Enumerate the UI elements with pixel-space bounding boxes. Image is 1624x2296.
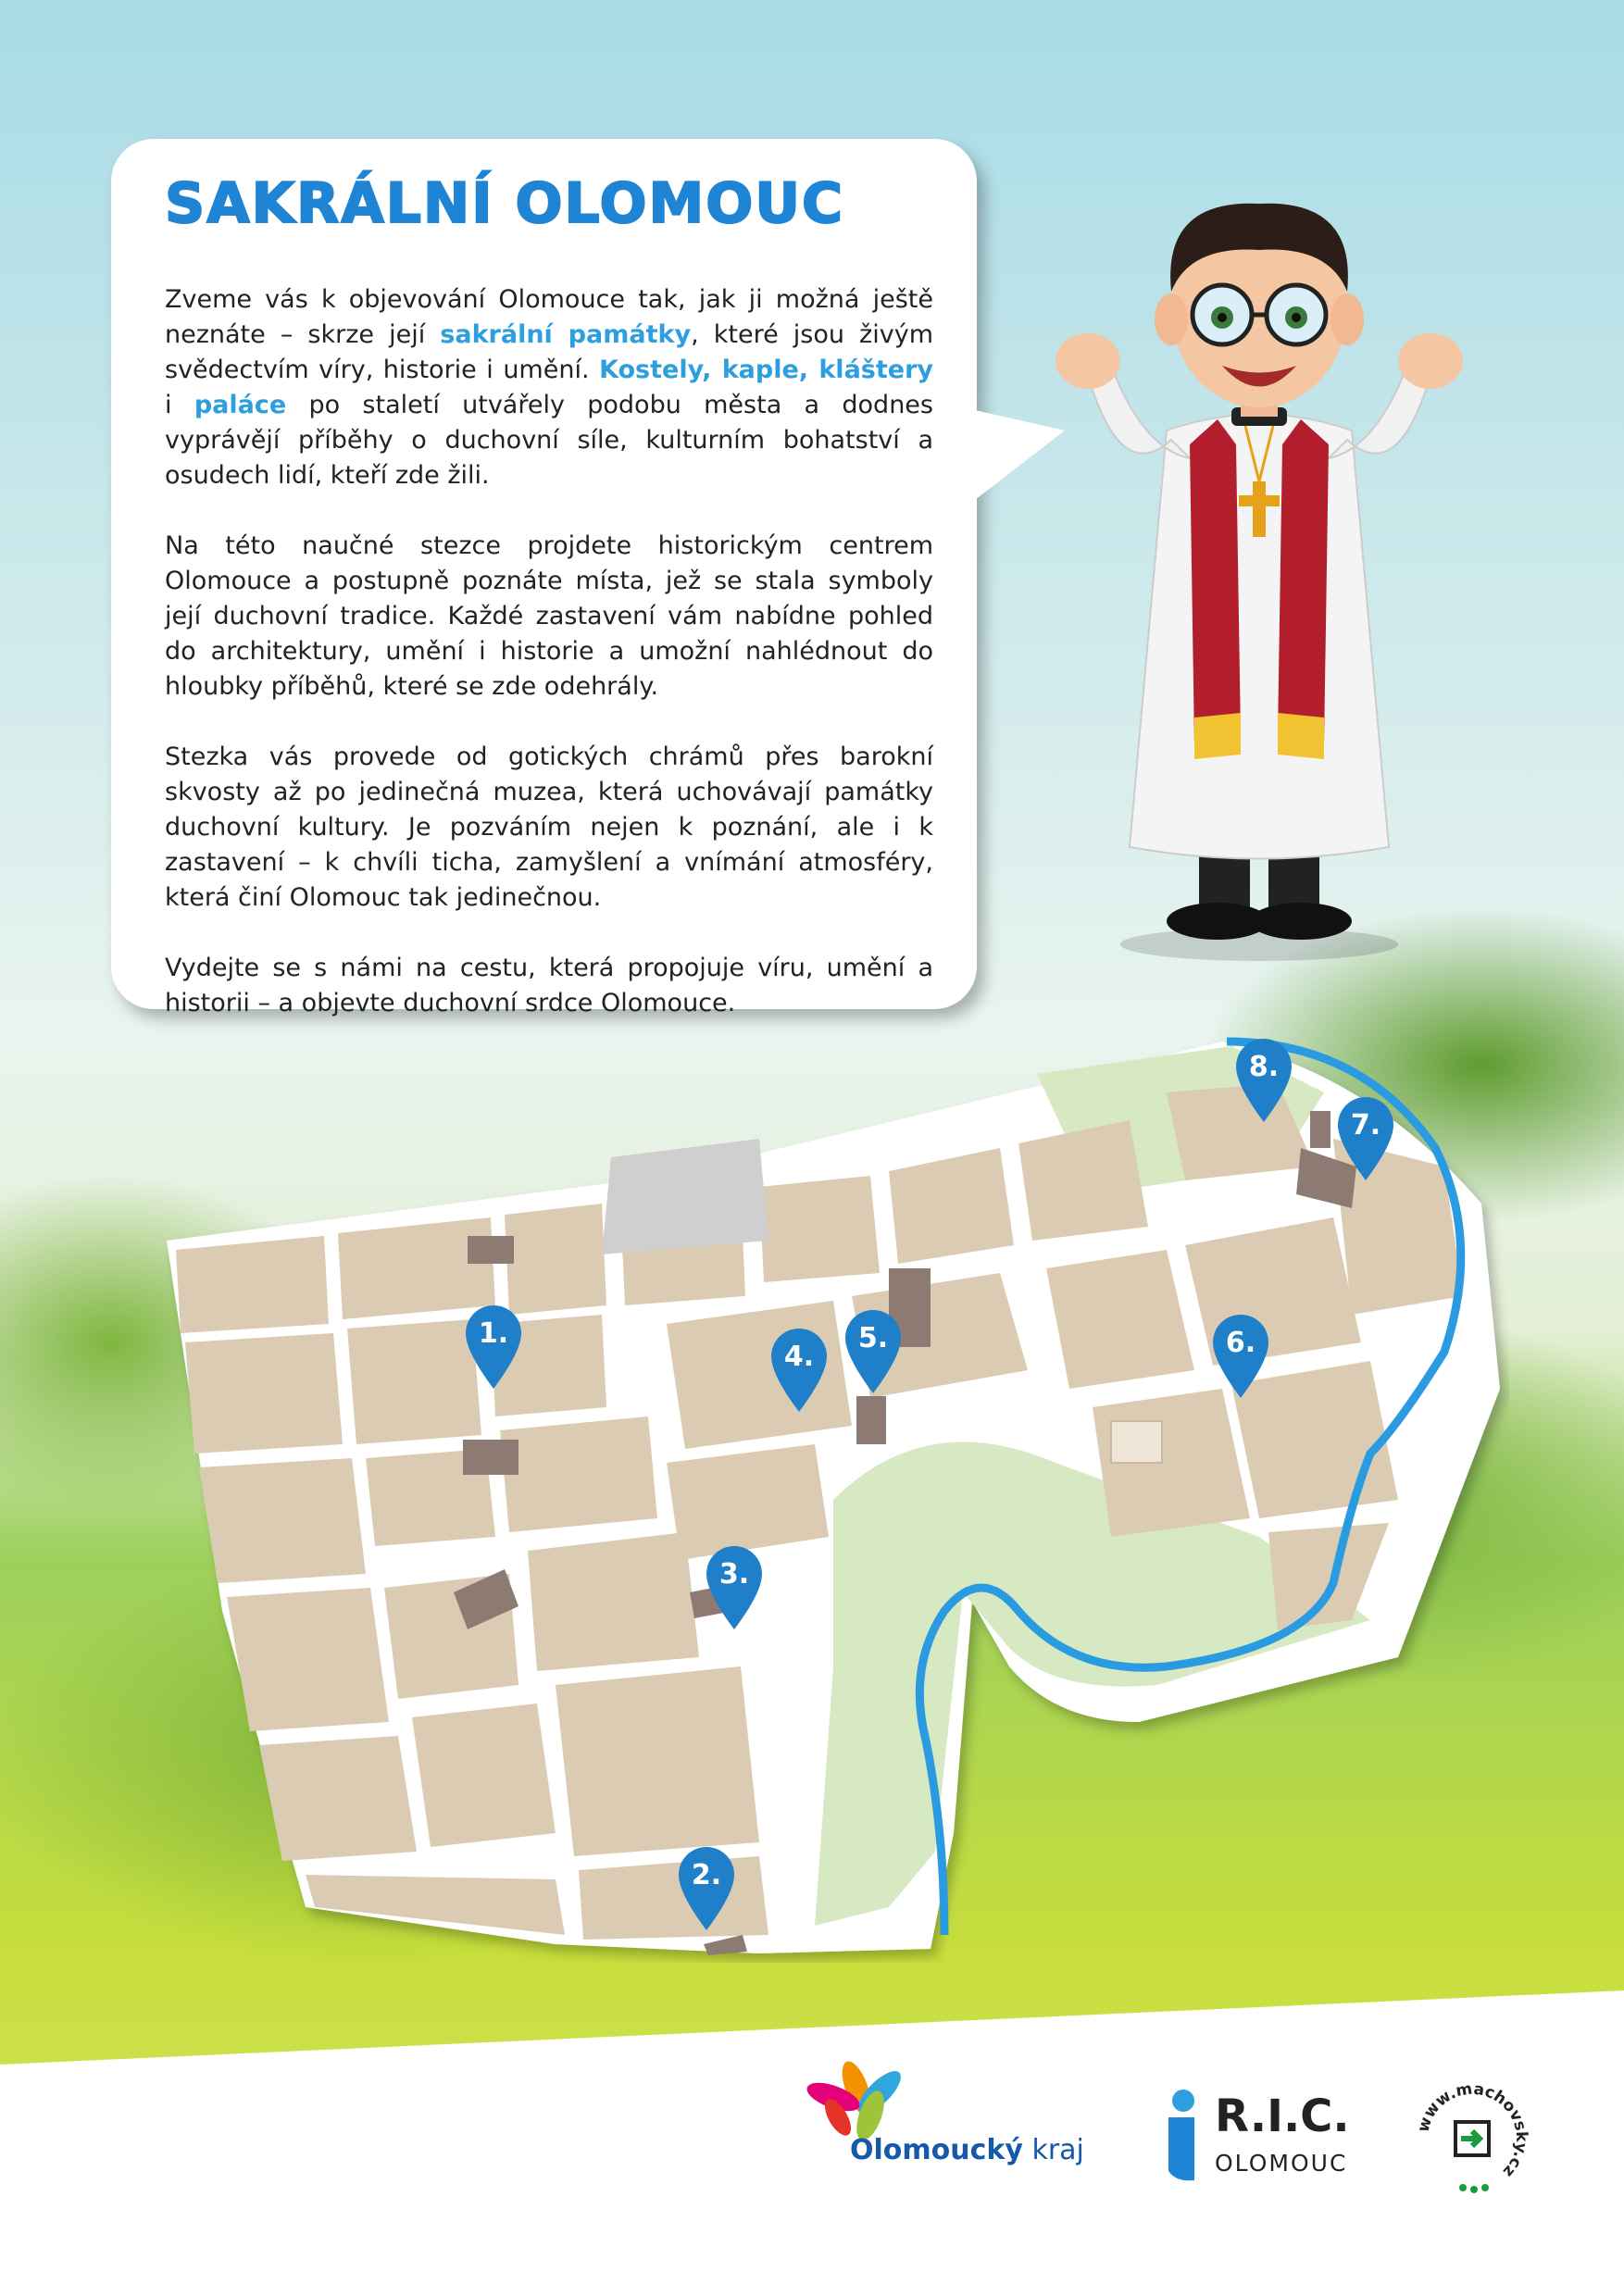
svg-text:6.: 6.	[1225, 1327, 1256, 1359]
intro-text	[165, 282, 933, 1056]
olomoucky-kraj-logo	[782, 2051, 931, 2139]
svg-text:4.: 4.	[783, 1341, 815, 1373]
ric-logo-title: R.I.C.	[1215, 2090, 1350, 2142]
olomoucky-kraj-wordmark: Olomoucký kraj	[850, 2134, 1084, 2166]
svg-text:7.: 7.	[1350, 1109, 1381, 1142]
paragraph-3: Stezka vás provede od gotických chrámů přes barokní skvosty až po jedinečná muzea, která uchovávají památky duchovní kultury. Je pozváním nejen k poznání, ale i k zastavení – k chvíli ticha, zamyšlení a vnímání atmosféry, která činí Olomouc tak jedinečnou.	[165, 742, 933, 912]
svg-text:2.: 2.	[691, 1859, 722, 1891]
paragraph-2: Na této naučné stezce projdete historickým centrem Olomouce a postupně poznáte místa, jež se stala symboly její duchovní tradice. Každé zastavení vám nabídne pohled do architektury, umění i historie a umožní nahlédnout do hloubky příběhů, které se zde odehrály.	[165, 531, 933, 701]
svg-text:www.machovsky.cz: www.machovsky.cz	[1414, 2079, 1531, 2181]
city-map	[167, 1018, 1509, 1963]
info-icon	[1148, 2088, 1213, 2185]
page-title: SAKRÁLNÍ OLOMOUC	[165, 171, 845, 236]
svg-text:8.: 8.	[1248, 1051, 1280, 1083]
highlight-churches: Kostely, kaple, kláštery	[599, 356, 933, 384]
ric-logo-subtitle: OLOMOUC	[1215, 2150, 1348, 2177]
highlight-sacral-monuments: sakrální památky	[440, 320, 692, 349]
machovsky-logo	[1407, 2078, 1537, 2199]
svg-text:5.: 5.	[857, 1322, 889, 1354]
highlight-palaces: paláce	[194, 391, 287, 419]
paragraph-4: Vydejte se s námi na cestu, která propojuje víru, umění a historii – a objevte duchovní srdce Olomouce.	[165, 954, 933, 1017]
svg-text:3.: 3.	[718, 1558, 750, 1591]
priest-illustration	[1032, 181, 1486, 967]
paragraph-1: Zveme vás k objevování Olomouce tak, jak ji možná ještě neznáte – skrze její sakrální památky, které jsou živým svědectvím víry, historie i umění. Kostely, kaple, kláštery i paláce po staletí utvářely podobu města a dodnes vyprávějí příběhy o duchovní síle, kulturním bohatství a osudech lidí, kteří zde žili.	[165, 285, 933, 490]
footer-band	[0, 1990, 1624, 2296]
svg-text:1.: 1.	[478, 1317, 509, 1350]
